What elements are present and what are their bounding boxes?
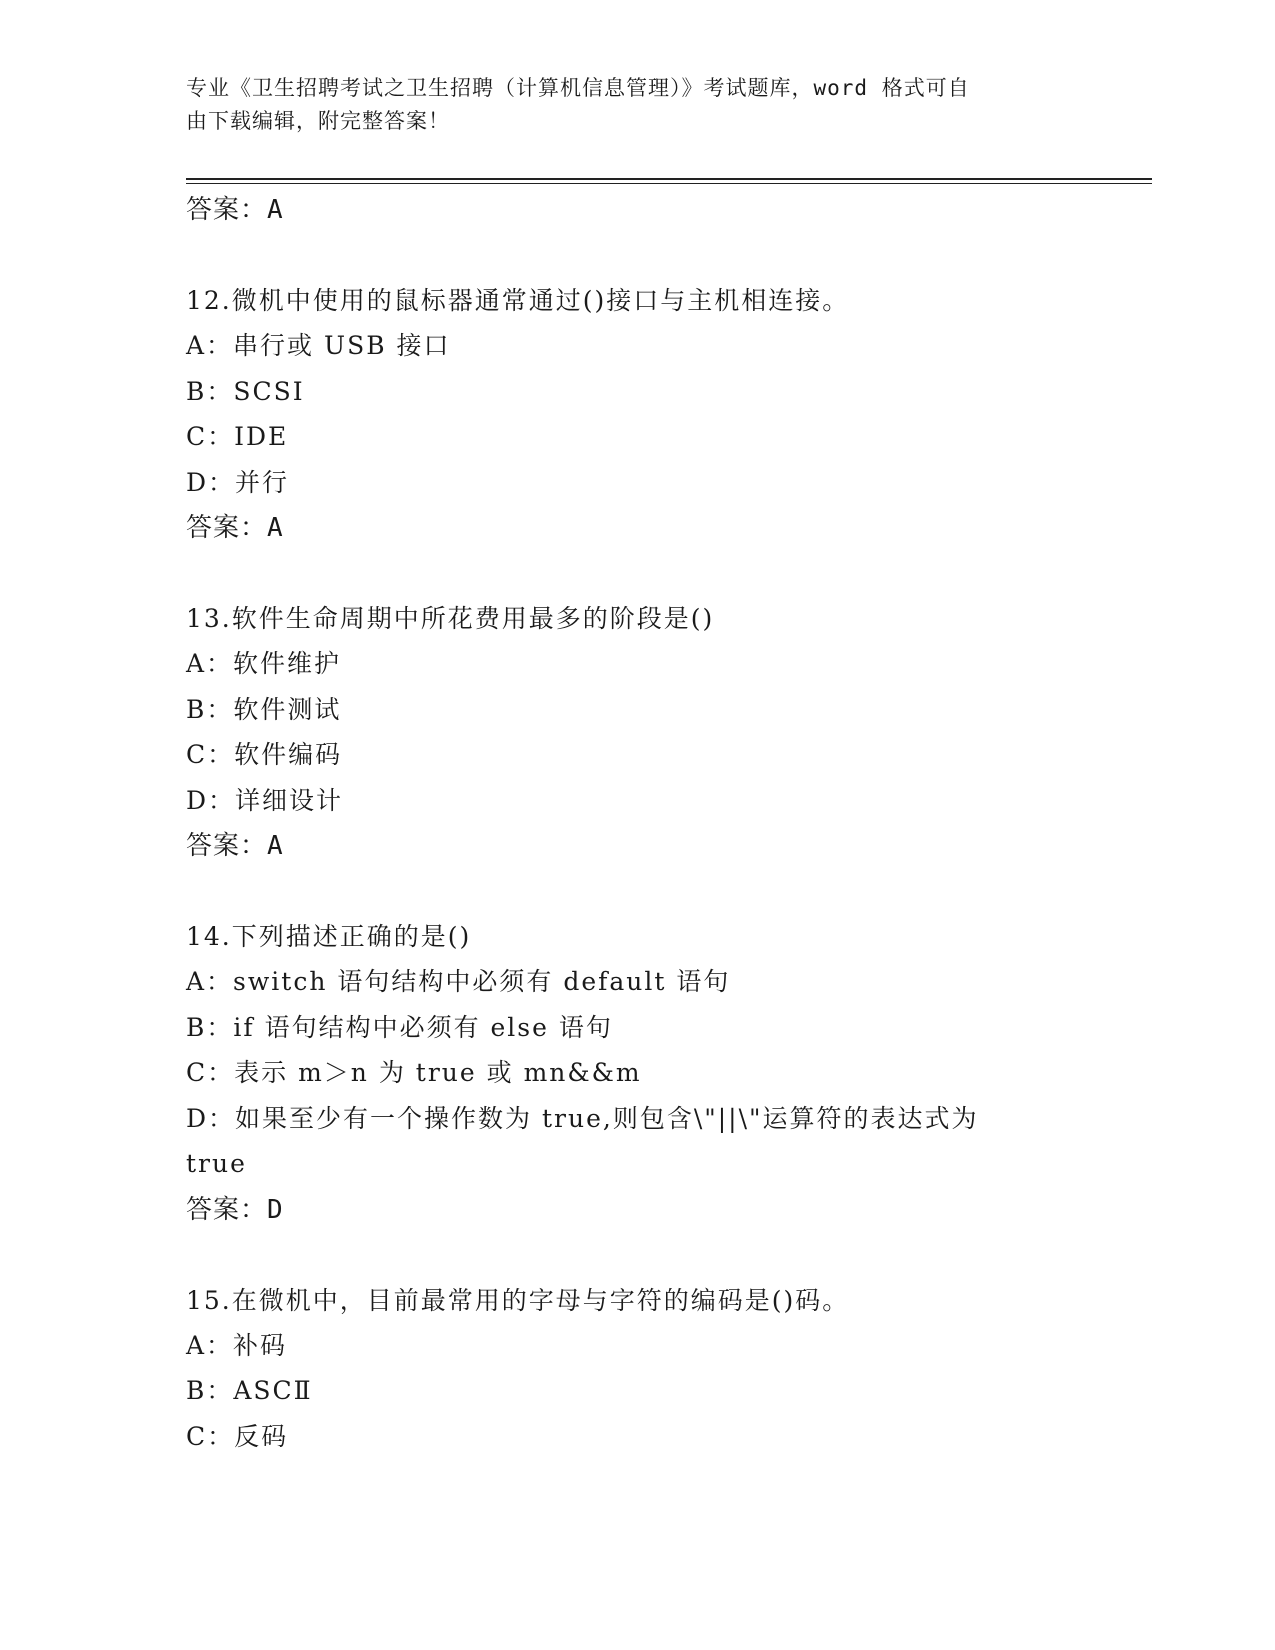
option-a: A：补码 — [186, 1330, 288, 1360]
option-a: A：软件维护 — [186, 649, 342, 678]
question-stem: 12.微机中使用的鼠标器通常通过()接口与主机相连接。 — [186, 286, 850, 315]
answer-line: 答案：A — [186, 513, 284, 543]
header-rule-thin — [186, 183, 1152, 184]
option-a: A：switch 语句结构中必须有 default 语句 — [186, 967, 731, 996]
option-c: C：IDE — [186, 422, 289, 451]
option-c: C：表示 m＞n 为 true 或 mn&&m — [186, 1058, 642, 1087]
header-line-1: 专业《卫生招聘考试之卫生招聘（计算机信息管理）》考试题库，word 格式可自 — [186, 76, 970, 100]
option-b: B：软件测试 — [186, 694, 342, 724]
question-list — [186, 187, 1066, 1459]
question-stem: 15.在微机中，目前最常用的字母与字符的编码是()码。 — [186, 1285, 850, 1315]
question-12 — [186, 278, 1066, 551]
option-d: D：如果至少有一个操作数为 true,则包含\"||\"运算符的表达式为 — [186, 1103, 979, 1133]
option-d: D：并行 — [186, 467, 290, 497]
question-15 — [186, 1278, 1066, 1460]
option-b: B：ASCⅡ — [186, 1376, 313, 1405]
option-c: C：软件编码 — [186, 740, 343, 769]
question-stem: 14.下列描述正确的是() — [186, 922, 472, 951]
option-b: B：if 语句结构中必须有 else 语句 — [186, 1012, 613, 1042]
option-a: A：串行或 USB 接口 — [186, 331, 451, 360]
document-header — [186, 72, 1066, 138]
answer-line: 答案：A — [186, 831, 284, 861]
answer-line: 答案：D — [186, 1194, 284, 1225]
header-rule — [186, 178, 1152, 180]
option-b: B：SCSI — [186, 376, 305, 406]
question-14 — [186, 914, 1066, 1233]
answer-line: 答案：A — [186, 195, 284, 225]
option-d: D：详细设计 — [186, 785, 344, 815]
option-d-continuation: true — [186, 1149, 247, 1178]
question-stem: 13.软件生命周期中所花费用最多的阶段是() — [186, 604, 715, 633]
question-13 — [186, 596, 1066, 869]
option-c: C：反码 — [186, 1421, 289, 1451]
header-line-2: 由下载编辑，附完整答案！ — [186, 109, 450, 133]
